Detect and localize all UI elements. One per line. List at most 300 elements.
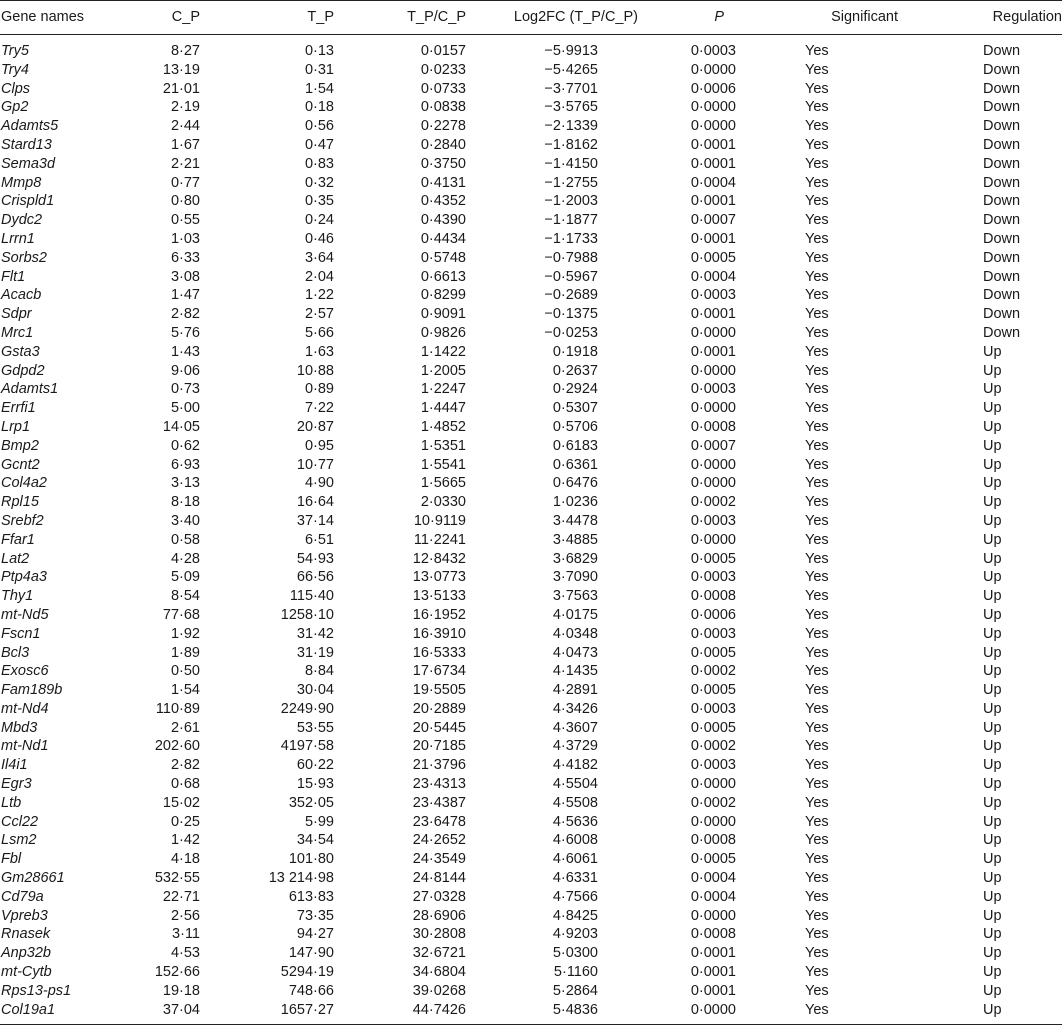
tp-cell: 15·93 [296,776,334,793]
significant-cell: Yes [805,193,829,210]
gene-name-cell: Gdpd2 [1,362,45,379]
p-value-cell: 0·0000 [690,99,736,116]
gene-name-cell: Stard13 [1,136,52,153]
table-row [0,625,1062,644]
significant-cell: Yes [805,155,829,172]
log2fc-cell: 4·0175 [552,606,598,623]
header-row [0,0,1062,34]
log2fc-cell: −0·1375 [544,306,598,323]
regulation-cell: Up [983,794,1002,811]
regulation-cell: Up [983,456,1002,473]
log2fc-cell: −3·7701 [544,80,598,97]
ratio-cell: 2·0330 [420,494,466,511]
cp-cell: 8·27 [170,43,200,59]
log2fc-cell: −1·2755 [544,174,598,191]
log2fc-cell: 4·4182 [552,757,598,774]
table-row [0,136,1062,155]
p-value-cell: 0·0000 [690,362,736,379]
regulation-cell: Up [983,813,1002,830]
tp-cell: 2249·90 [280,700,334,717]
col-header-log2fc: Log2FC (T_P/C_P) [513,9,638,25]
significant-cell: Yes [805,118,829,135]
log2fc-cell: −1·8162 [544,136,598,153]
gene-name-cell: Bmp2 [1,437,39,454]
gene-name-cell: Il4i1 [1,757,28,774]
gene-name-cell: mt-Nd1 [1,738,49,755]
bottom-rule [0,1024,1062,1025]
cp-cell: 5·76 [170,324,200,341]
regulation-cell: Up [983,512,1002,529]
cp-cell: 0·73 [170,381,200,398]
tp-cell: 8·84 [304,663,334,680]
significant-cell: Yes [805,1001,829,1018]
table-row [0,1001,1062,1020]
ratio-cell: 1·5665 [420,475,466,492]
ratio-cell: 16·5333 [412,644,466,661]
tp-cell: 101·80 [288,851,334,868]
table-row [0,437,1062,456]
gene-name-cell: Lrp1 [1,418,31,435]
cp-cell: 19·18 [162,982,200,999]
regulation-cell: Up [983,531,1002,548]
cp-cell: 5·09 [170,569,200,586]
tp-cell: 0·32 [304,174,334,191]
tp-cell: 147·90 [288,945,334,962]
ratio-cell: 24·8144 [412,870,466,887]
ratio-cell: 16·3910 [412,625,466,642]
cp-cell: 2·56 [170,907,200,924]
tp-cell: 748·66 [288,982,334,999]
significant-cell: Yes [805,644,829,661]
regulation-cell: Up [983,982,1002,999]
log2fc-cell: 1·0236 [552,494,598,511]
tp-cell: 0·89 [304,381,334,398]
cp-cell: 3·13 [170,475,200,492]
regulation-cell: Up [983,682,1002,699]
ratio-cell: 34·6804 [412,964,466,981]
ratio-cell: 20·5445 [412,719,466,736]
significant-cell: Yes [805,400,829,417]
tp-cell: 13 214·98 [268,870,334,887]
tp-cell: 10·88 [296,362,334,379]
regulation-cell: Down [983,306,1021,323]
p-value-cell: 0·0003 [690,43,736,59]
tp-cell: 31·42 [296,625,334,642]
gene-name-cell: Flt1 [1,268,26,285]
regulation-cell: Down [983,287,1021,304]
cp-cell: 3·08 [170,268,200,285]
log2fc-cell: 4·7566 [552,888,598,905]
cp-cell: 1·92 [170,625,200,642]
table-row [0,286,1062,305]
p-value-cell: 0·0004 [690,174,736,191]
regulation-cell: Up [983,832,1002,849]
cp-cell: 6·93 [170,456,200,473]
ratio-cell: 13·0773 [412,569,466,586]
cp-cell: 0·50 [170,663,200,680]
gene-name-cell: Rps13-ps1 [1,982,72,999]
cp-cell: 22·71 [162,888,200,905]
tp-cell: 31·19 [296,644,334,661]
tp-cell: 5·99 [304,813,334,830]
regulation-cell: Up [983,1001,1002,1018]
regulation-cell: Up [983,851,1002,868]
table-row [0,756,1062,775]
significant-cell: Yes [805,99,829,116]
cp-cell: 21·01 [162,80,200,97]
p-value-cell: 0·0000 [690,456,736,473]
tp-cell: 5·66 [304,324,334,341]
regulation-cell: Up [983,362,1002,379]
regulation-cell: Down [983,249,1021,266]
ratio-cell: 0·9826 [420,324,466,341]
log2fc-cell: 4·1435 [552,663,598,680]
cp-cell: 5·00 [170,400,200,417]
regulation-cell: Down [983,268,1021,285]
tp-cell: 1657·27 [280,1001,334,1018]
regulation-cell: Up [983,569,1002,586]
tp-cell: 66·56 [296,569,334,586]
significant-cell: Yes [805,80,829,97]
tp-cell: 30·04 [296,682,334,699]
tp-cell: 37·14 [296,512,334,529]
tp-cell: 115·40 [289,588,334,605]
significant-cell: Yes [805,531,829,548]
p-value-cell: 0·0005 [690,682,736,699]
log2fc-cell: 4·3729 [552,738,598,755]
log2fc-cell: 4·5636 [552,813,598,830]
regulation-cell: Down [983,61,1021,78]
p-value-cell: 0·0000 [690,475,736,492]
cp-cell: 6·33 [170,249,200,266]
log2fc-cell: 5·4836 [552,1001,598,1018]
gene-name-cell: Mmp8 [1,174,42,191]
log2fc-cell: 3·4885 [552,531,598,548]
p-value-cell: 0·0001 [690,306,736,323]
tp-cell: 60·22 [296,757,334,774]
log2fc-cell: 0·6476 [552,475,598,492]
regulation-cell: Up [983,719,1002,736]
tp-cell: 5294·19 [280,964,334,981]
gene-name-cell: Acacb [1,287,42,304]
log2fc-cell: 0·5706 [552,418,598,435]
cp-cell: 110·89 [155,700,200,717]
table-row [0,606,1062,625]
cp-cell: 2·44 [170,118,200,135]
gene-name-cell: Gsta3 [1,343,40,360]
tp-cell: 2·04 [304,268,334,285]
gene-name-cell: Ltb [1,794,22,811]
tp-cell: 3·64 [304,249,334,266]
p-value-cell: 0·0006 [690,80,736,97]
table-row [0,907,1062,926]
regulation-cell: Up [983,381,1002,398]
table-row [0,813,1062,832]
significant-cell: Yes [805,738,829,755]
log2fc-cell: 0·6361 [552,456,598,473]
tp-cell: 1258·10 [280,606,334,623]
significant-cell: Yes [805,230,829,247]
gene-name-cell: Fbl [1,851,22,868]
significant-cell: Yes [805,870,829,887]
p-value-cell: 0·0008 [690,926,736,943]
gene-name-cell: Crispld1 [1,193,55,210]
regulation-cell: Up [983,888,1002,905]
regulation-cell: Up [983,964,1002,981]
regulation-cell: Up [983,663,1002,680]
significant-cell: Yes [805,381,829,398]
tp-cell: 73·35 [296,907,334,924]
log2fc-cell: 0·6183 [552,437,598,454]
ratio-cell: 0·3750 [420,155,466,172]
ratio-cell: 39·0268 [412,982,466,999]
p-value-cell: 0·0002 [690,794,736,811]
p-value-cell: 0·0000 [690,61,736,78]
tp-cell: 0·31 [304,61,334,78]
ratio-cell: 23·4387 [412,794,466,811]
significant-cell: Yes [805,268,829,285]
p-value-cell: 0·0008 [690,832,736,849]
p-value-cell: 0·0000 [690,907,736,924]
significant-cell: Yes [805,550,829,567]
regulation-cell: Up [983,945,1002,962]
cp-cell: 2·61 [170,719,200,736]
gene-name-cell: mt-Cytb [1,964,52,981]
p-value-cell: 0·0000 [690,776,736,793]
p-value-cell: 0·0002 [690,494,736,511]
log2fc-cell: −0·2689 [544,287,598,304]
table-row [0,61,1062,80]
table-row [0,192,1062,211]
gene-name-cell: Fscn1 [1,625,41,642]
table-row [0,700,1062,719]
tp-cell: 34·54 [296,832,334,849]
col-header-tp: T_P [307,9,334,25]
cp-cell: 0·25 [170,813,200,830]
table-row [0,662,1062,681]
ratio-cell: 0·0157 [420,43,466,59]
table-row [0,493,1062,512]
log2fc-cell: −1·4150 [544,155,598,172]
cp-cell: 8·18 [170,494,200,511]
tp-cell: 613·83 [288,888,334,905]
p-value-cell: 0·0002 [690,663,736,680]
significant-cell: Yes [805,569,829,586]
significant-cell: Yes [805,456,829,473]
ratio-cell: 23·4313 [412,776,466,793]
regulation-cell: Up [983,776,1002,793]
significant-cell: Yes [805,757,829,774]
gene-name-cell: Sdpr [1,306,32,323]
p-value-cell: 0·0001 [690,343,736,360]
table-row [0,362,1062,381]
gene-name-cell: Bcl3 [1,644,30,661]
gene-name-cell: Ffar1 [1,531,35,548]
regulation-cell: Up [983,738,1002,755]
significant-cell: Yes [805,61,829,78]
col-header-regulation: Regulation [992,9,1062,25]
log2fc-cell: 4·2891 [552,682,598,699]
table-row [0,531,1062,550]
regulation-cell: Up [983,606,1002,623]
cp-cell: 37·04 [162,1001,200,1018]
cp-cell: 1·47 [170,287,200,304]
significant-cell: Yes [805,362,829,379]
ratio-cell: 10·9119 [413,512,466,529]
ratio-cell: 0·0233 [420,61,466,78]
p-value-cell: 0·0003 [690,625,736,642]
table-row [0,888,1062,907]
ratio-cell: 1·1422 [420,343,466,360]
regulation-cell: Up [983,870,1002,887]
table-row [0,380,1062,399]
tp-cell: 1·22 [304,287,334,304]
cp-cell: 152·66 [154,964,200,981]
cp-cell: 0·80 [170,193,200,210]
cp-cell: 202·60 [154,738,200,755]
p-value-cell: 0·0003 [690,381,736,398]
regulation-cell: Down [983,99,1021,116]
gene-name-cell: Rpl15 [1,494,39,511]
cp-cell: 3·40 [170,512,200,529]
table-row [0,944,1062,963]
significant-cell: Yes [805,794,829,811]
regulation-cell: Up [983,418,1002,435]
significant-cell: Yes [805,475,829,492]
significant-cell: Yes [805,700,829,717]
regulation-cell: Down [983,118,1021,135]
p-value-cell: 0·0001 [690,964,736,981]
table-row [0,963,1062,982]
cp-cell: 0·55 [170,212,200,229]
tp-cell: 0·95 [304,437,334,454]
table-row [0,737,1062,756]
regulation-cell: Up [983,926,1002,943]
ratio-cell: 12·8432 [412,550,466,567]
gene-name-cell: mt-Nd4 [1,700,49,717]
table-row [0,268,1062,287]
significant-cell: Yes [805,136,829,153]
p-value-cell: 0·0003 [690,287,736,304]
p-value-cell: 0·0008 [690,588,736,605]
p-value-cell: 0·0001 [690,136,736,153]
significant-cell: Yes [805,832,829,849]
tp-cell: 7·22 [304,400,334,417]
gene-name-cell: Adamts5 [1,118,59,135]
regulation-cell: Up [983,550,1002,567]
table-row [0,343,1062,362]
ratio-cell: 0·2840 [420,136,466,153]
p-value-cell: 0·0005 [690,249,736,266]
p-value-cell: 0·0000 [690,400,736,417]
ratio-cell: 21·3796 [412,757,466,774]
regulation-cell: Up [983,494,1002,511]
gene-name-cell: Dydc2 [1,212,43,229]
ratio-cell: 1·5541 [420,456,466,473]
tp-cell: 54·93 [296,550,334,567]
p-value-cell: 0·0003 [690,569,736,586]
significant-cell: Yes [805,588,829,605]
gene-name-cell: Ptp4a3 [1,569,47,586]
cp-cell: 0·58 [170,531,200,548]
ratio-cell: 1·4852 [420,418,466,435]
gene-name-cell: Sema3d [1,155,56,172]
significant-cell: Yes [805,606,829,623]
cp-cell: 1·03 [170,230,200,247]
col-header-significant: Significant [831,9,898,25]
ratio-cell: 32·6721 [412,945,466,962]
cp-cell: 4·28 [170,550,200,567]
ratio-cell: 0·4390 [420,212,466,229]
cp-cell: 532·55 [154,870,200,887]
tp-cell: 0·24 [304,212,334,229]
table-row [0,456,1062,475]
table-row [0,155,1062,174]
col-header-ratio: T_P/C_P [407,9,466,25]
regulation-cell: Down [983,230,1021,247]
log2fc-cell: 3·4478 [552,512,598,529]
table-row [0,719,1062,738]
table-row [0,230,1062,249]
gene-name-cell: Mrc1 [1,324,34,341]
regulation-cell: Up [983,437,1002,454]
regulation-cell: Up [983,644,1002,661]
gene-name-cell: Thy1 [1,588,34,605]
p-value-cell: 0·0000 [690,118,736,135]
cp-cell: 0·68 [170,776,200,793]
table-row [0,869,1062,888]
ratio-cell: 13·5133 [412,588,466,605]
tp-cell: 0·46 [304,230,334,247]
regulation-cell: Down [983,212,1021,229]
table-row [0,117,1062,136]
log2fc-cell: 3·7563 [552,588,598,605]
p-value-cell: 0·0004 [690,870,736,887]
significant-cell: Yes [805,982,829,999]
table-row [0,550,1062,569]
significant-cell: Yes [805,324,829,341]
significant-cell: Yes [805,926,829,943]
tp-cell: 6·51 [304,531,334,548]
log2fc-cell: 3·6829 [552,550,598,567]
significant-cell: Yes [805,343,829,360]
ratio-cell: 24·2652 [412,832,466,849]
gene-name-cell: Try4 [1,61,29,78]
p-value-cell: 0·0001 [690,945,736,962]
p-value-cell: 0·0005 [690,644,736,661]
cp-cell: 1·42 [170,832,200,849]
significant-cell: Yes [805,437,829,454]
regulation-cell: Up [983,475,1002,492]
tp-cell: 10·77 [296,456,334,473]
table-row [0,925,1062,944]
p-value-cell: 0·0005 [690,719,736,736]
significant-cell: Yes [805,306,829,323]
p-value-cell: 0·0003 [690,757,736,774]
significant-cell: Yes [805,249,829,266]
log2fc-cell: −3·5765 [544,99,598,116]
cp-cell: 15·02 [162,794,200,811]
gene-name-cell: Ccl22 [1,813,39,830]
cp-cell: 0·62 [170,437,200,454]
cp-cell: 3·11 [172,926,200,943]
regulation-cell: Up [983,700,1002,717]
p-value-cell: 0·0004 [690,268,736,285]
log2fc-cell: −2·1339 [544,118,598,135]
log2fc-cell: 4·5504 [552,776,598,793]
gene-name-cell: Gm28661 [1,870,65,887]
cp-cell: 1·67 [170,136,200,153]
